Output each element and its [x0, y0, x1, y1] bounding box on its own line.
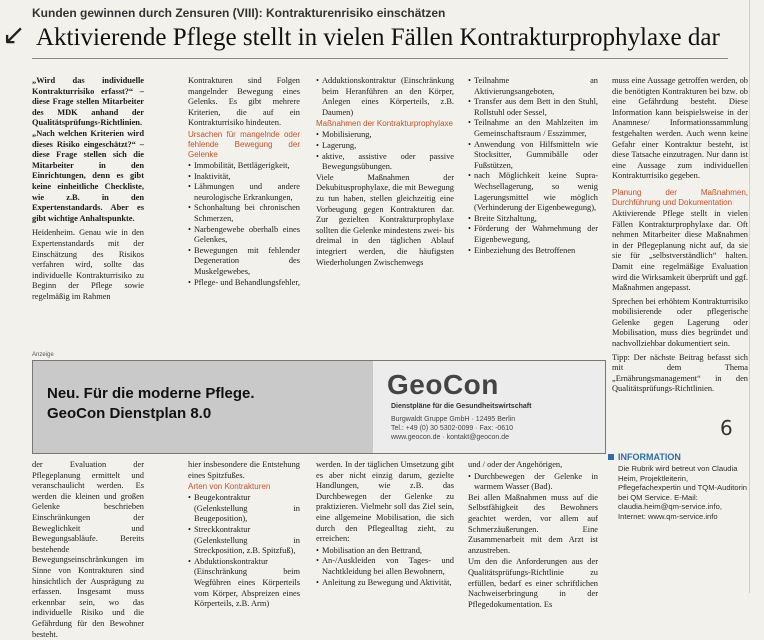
- phone-line: Tel.: +49 (0) 30 5302-0099 · Fax: -0610: [391, 425, 513, 432]
- information-box: [618, 452, 750, 593]
- handwritten-mark: ↙: [2, 18, 26, 51]
- subheading: Arten von Kontrakturen: [188, 482, 271, 492]
- body-text: hier insbesondere die Entstehung eines Spitzfußes.: [188, 460, 300, 480]
- body-text: der Evaluation der Pflegeplanung ermittelt und veranschaulicht werden. Es werden die kleinen und großen Gelenke beschrieben Einschränkungen der Beweglichkeit und Bewegungsabläufe. Bereits bestehende Bewegungseinschränkungen im Sinne von Kontrakturen sind hinsichtlich der Ausprägung zu erfassen. Insgesamt muss erkennbar sein, wo das individuelle Risiko und die Gefährdung für den Bewohner besteht.: [32, 460, 144, 639]
- ad-left-panel: [33, 361, 373, 453]
- info-square-icon: [608, 454, 614, 460]
- ad-right-panel: [373, 361, 605, 453]
- column-2-top: [188, 76, 300, 348]
- list-item: • Mobilisation an den Bettrand,: [316, 546, 454, 557]
- body-text: Bei allen Maßnahmen muss auf die Selbstfähigkeit des Bewohners geachtet werden, vor allem auf Schmerzäußerungen. Eine Zusammenarbeit mit dem Arzt ist anzustreben.: [468, 492, 598, 555]
- cause-list: [188, 161, 300, 288]
- list-item: • Durchbewegen der Gelenke in warmem Wasser (Bad).: [468, 472, 598, 493]
- daily-mobilisation-list: [316, 546, 454, 588]
- geocon-logo: GeoCon: [387, 369, 499, 400]
- address-line: Burgwaldt Gruppe GmbH · 12495 Berlin: [391, 416, 516, 423]
- list-item: • Streckkontraktur (Gelenkstellung in Streckposition, z.B. Spitzfuß),: [188, 525, 300, 557]
- intro-text: „Wird das individuelle Kontrakturrisiko erfasst?“ – diese Frage stellen Mitarbeiter des MDK anhand der Qualitätsprüfungs-Richtlinien. „Nach welchen Kriterien wird dieses Risiko eingeschätzt?“ – diese Frage stellen sich die Mitarbeiter in den Einrichtungen, denn es gibt keine einheitliche Checkliste, wie z.B. in den Expertenstandards. Aber es gibt wichtige Anhaltspunkte.: [32, 76, 144, 223]
- body-text: muss eine Aussage getroffen werden, ob die benötigten Kontrakturen bei bzw. ob eine Gefährdung besteht. Diese Information kann beispielsweise in der Anamnese/ Informationssammlung festgehalten werden. Auch wenn keine Gefahr einer Kontraktur besteht, ist diese Tatsache einzutragen. Nur dann ist eine Aussage zum individuellen Kontrakturrisiko gegeben.: [612, 76, 748, 181]
- body-text: Viele Maßnahmen der Dekubitusprophylaxe, die mit Bewegung zu tun haben, stellen gleichzeitig eine Vorbeugung gegen Kontrakturen dar. Zur gezielten Kontrakturprophylaxe sollten die Gelenke mindestens zwei- bis dreimal in den täglichen Ablauf integriert werden, die häufigsten Wiederholungen Zwischenwegs: [316, 172, 454, 267]
- body-text: werden. In der täglichen Umsetzung gibt es aber nicht einzig darum, gezielte Handlungen, wie z.B. das Durchbewegen der Gelenke zu praktizieren. Vielmehr soll das Ziel sein, eine allgemeine Mobilisation, die sich durch den Pflegealltag zieht, zu erreichen:: [316, 460, 454, 544]
- handwritten-page-mark: 6: [720, 416, 733, 440]
- list-item: • Schonhaltung bei chronischen Schmerzen,: [188, 203, 300, 224]
- body-text: Kontrakturen sind Folgen mangelnder Bewegung eines Gelenks. Es gibt mehrere Kriterien, die auf ein Kontrakturrisiko hindeuten.: [188, 76, 300, 128]
- list-item: • Einbeziehung des Betroffenen: [468, 246, 598, 257]
- ad-headline-2: GeoCon Dienstplan 8.0: [47, 405, 212, 422]
- headline-rule: [32, 58, 728, 59]
- list-item: • Pflege- und Behandlungsfehler,: [188, 278, 300, 289]
- body-text: Um den die Anforderungen aus der Qualitätsprüfungs-Richtlinie zu erfüllen, bedarf es einer schriftlichen Nachweiserbringung in der Pflegedokumentation. Es: [468, 557, 598, 609]
- web-line: www.geocon.de · kontakt@geocon.de: [391, 434, 510, 441]
- bath-list: [468, 472, 598, 493]
- list-item: • Lagerung,: [316, 141, 454, 152]
- list-item: • Anleitung zu Bewegung und Aktivität,: [316, 578, 454, 589]
- column-4-bottom: [468, 460, 598, 609]
- brand-address: [391, 415, 515, 442]
- body-text: Aktivierende Pflege stellt in vielen Fällen Kontrakturprophylaxe dar. Oft nehmen Mitarbeiter diese Maßnahmen in der Pflegeplanung nicht auf, da sie sie für „selbstverständlich“ halten. Damit eine regelmäßige Evaluation wird die Wirksamkeit überprüft und ggf. Maßnahmen angepasst.: [612, 208, 748, 293]
- measure-list: [316, 130, 454, 172]
- info-title: INFORMATION: [618, 452, 681, 462]
- body-text: und / oder der Angehörigen,: [468, 460, 563, 469]
- list-item: • Immobilität, Bettlägerigkeit,: [188, 161, 300, 172]
- column-5: [612, 76, 748, 448]
- info-text: Die Rubrik wird betreut von Claudia Heim, Projektleiterin, Pflegefachexpertin und TQM-Auditorin bei QM Service. E-Mail: claudia.heim@qm-service.info, Internet: www.qm-service.info: [618, 464, 748, 521]
- list-item: • Beugekontraktur (Gelenkstellung in Beugeposition),: [188, 493, 300, 525]
- list-item: • Mobilisierung,: [316, 130, 454, 141]
- column-4-top: [468, 76, 598, 348]
- contracture-type-list: [316, 76, 454, 118]
- tip-text: Tipp: Der nächste Beitrag befasst sich mit dem Thema „Ernährungsmanagement“ in den Qualitätsprüfungs-Richtlinien.: [612, 352, 748, 394]
- column-1-bottom: [32, 460, 144, 639]
- list-item: • aktive, assistive oder passive Bewegungsübungen.: [316, 152, 454, 173]
- subheading: Planung der Maßnahmen, Durchführung und Dokumentation: [612, 187, 748, 207]
- list-item: • Förderung der Wahrnehmung der Eigenbewegung,: [468, 224, 598, 245]
- list-item: • Lähmungen und andere neurologische Erkrankungen,: [188, 182, 300, 203]
- list-item: • Teilnahme an den Mahlzeiten im Gemeinschaftsraum / Esszimmer,: [468, 118, 598, 139]
- ad-label: Anzeige: [32, 352, 54, 358]
- column-3-top: [316, 76, 454, 348]
- column-2-bottom: [188, 460, 300, 609]
- body-text: Heidenheim. Genau wie in den Expertenstandards mit der Einschätzung des Risikos verfahren wird, sollte das individuelle Kontrakturrisiko zu Beginn der Pflege sowie regelmäßig im Rahmen: [32, 228, 144, 301]
- list-item: • Anwendung von Hilfsmitteln wie Stocksitter, Gummibälle oder Fußstützen,: [468, 140, 598, 172]
- list-item: • nach Möglichkeit keine Supra-Wechsellagerung, so wenig Lagerungsmittel wie möglich (Verhinderung der Eigenbewegung),: [468, 171, 598, 213]
- article-headline: Aktivierende Pflege stellt in vielen Fällen Kontrakturprophylaxe dar: [36, 24, 720, 51]
- list-item: • Teilnahme an Aktivierungsangeboten,: [468, 76, 598, 97]
- list-item: • Abduktionskontraktur (Einschränkung beim Wegführen eines Körperteils vom Körper, Abspreizen eines Körperteils, z.B. Arm): [188, 557, 300, 610]
- subheading: Maßnahmen der Kontrakturprophylaxe: [316, 119, 453, 129]
- body-text: Sprechen bei erhöhtem Kontrakturrisiko mobilisierende oder pflegerische Gelenke gegen Lagerung oder Mobilisation, muss dies begründet und nachvollziehbar dokumentiert sein.: [612, 296, 748, 349]
- list-item: • Narbengewebe oberhalb eines Gelenkes,: [188, 225, 300, 246]
- list-item: • Transfer aus dem Bett in den Stuhl, Rollstuhl oder Sessel,: [468, 97, 598, 118]
- list-item: • Bewegungen mit fehlender Degeneration des Muskelgewebes,: [188, 246, 300, 278]
- list-item: • Inaktivität,: [188, 172, 300, 183]
- column-3-bottom: [316, 460, 454, 593]
- contracture-kinds-list: [188, 493, 300, 610]
- ad-headline-1: Neu. Für die moderne Pflege.: [47, 385, 255, 402]
- mobilisation-list: [468, 76, 598, 256]
- brand-tagline: Dienstpläne für die Gesundheitswirtschaft: [391, 403, 532, 410]
- list-item: • An-/Auskleiden von Tages- und Nachtkleidung bei allen Bewohnern,: [316, 556, 454, 577]
- list-item: • Breite Sitzhaltung,: [468, 214, 598, 225]
- article-kicker: Kunden gewinnen durch Zensuren (VIII): Kontrakturenrisiko einschätzen: [32, 6, 446, 20]
- subheading: Ursachen für mangelnde oder fehlende Bewegung der Gelenke: [188, 129, 300, 159]
- column-1-top: [32, 76, 144, 348]
- advertisement[interactable]: [32, 360, 606, 454]
- list-item: • Adduktionskontraktur (Einschränkung beim Heranführen an den Körper, Anlegen eines Körperteils, z.B. Daumen): [316, 76, 454, 118]
